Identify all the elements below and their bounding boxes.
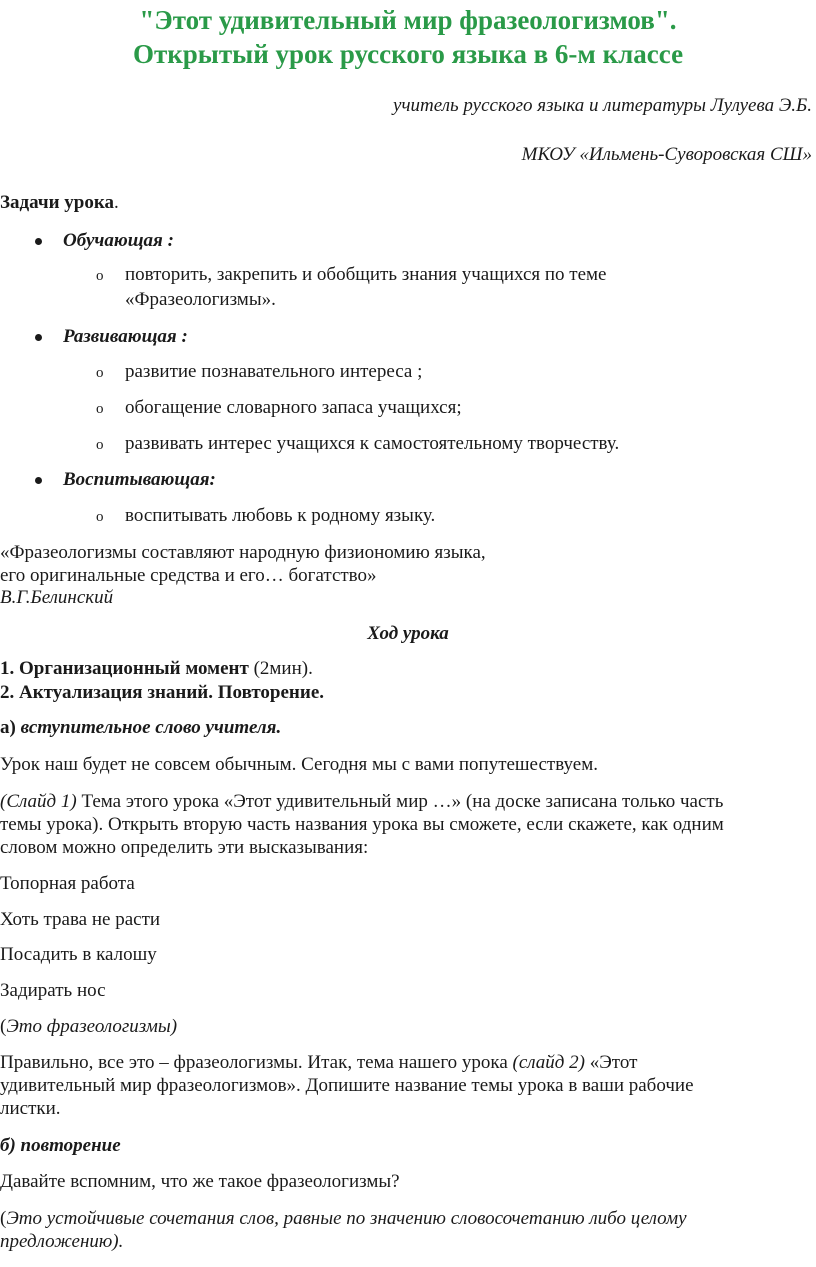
definition-line: предложению). — [0, 1231, 124, 1252]
step-1 — [0, 657, 313, 681]
task-item: развитие познавательного интереса ; — [125, 361, 423, 382]
answer-line — [0, 1015, 177, 1039]
section-a-prefix: а) — [0, 717, 21, 738]
paragraph-line: словом можно определить эти высказывания: — [0, 837, 369, 858]
tasks-heading: Задачи урока — [0, 192, 115, 213]
bullet-circle-icon: o — [96, 365, 104, 381]
task-item: обогащение словарного запаса учащихся; — [125, 397, 462, 418]
definition-line — [0, 1207, 687, 1231]
page-title-line1: "Этот удивительный мир фразеологизмов". — [139, 5, 677, 35]
phrase-item: Посадить в калошу — [0, 944, 157, 965]
task-item: воспитывать любовь к родному языку. — [125, 505, 436, 526]
bullet-disc-icon — [35, 238, 42, 245]
step-1-duration: (2мин). — [248, 658, 313, 679]
bullet-circle-icon: o — [96, 437, 104, 453]
step-1-title: 1. Организационный момент — [0, 658, 249, 679]
phrase-item: Хоть трава не расти — [0, 909, 161, 930]
tasks-heading-dot: . — [114, 192, 119, 213]
bullet-disc-icon — [35, 334, 42, 341]
definition-paren: ( — [0, 1208, 7, 1229]
slide-ref: (слайд 2) — [512, 1052, 585, 1073]
paragraph-text: «Этот — [585, 1052, 638, 1073]
step-2: 2. Актуализация знаний. Повторение. — [0, 682, 325, 703]
task-group-label: Обучающая : — [63, 230, 174, 251]
paragraph: Урок наш будет не совсем обычным. Сегодня мы с вами попутешествуем. — [0, 754, 598, 775]
bullet-disc-icon — [35, 477, 42, 484]
section-b-title: б) повторение — [0, 1135, 121, 1156]
paragraph-text: Тема этого урока «Этот удивительный мир …» (на доске записана только часть — [76, 791, 724, 812]
phrase-item: Топорная работа — [0, 873, 135, 894]
task-item: развивать интерес учащихся к самостоятельному творчеству. — [125, 433, 620, 454]
epigraph-author: В.Г.Белинский — [0, 587, 114, 608]
lesson-heading: Ход урока — [367, 623, 449, 644]
section-a-title: вступительное слово учителя. — [20, 717, 282, 738]
definition-text: Это устойчивые сочетания слов, равные по значению словосочетанию либо целому — [6, 1208, 687, 1229]
paragraph-line — [0, 790, 723, 814]
paragraph: Давайте вспомним, что же такое фразеологизмы? — [0, 1171, 400, 1192]
task-group-label: Воспитывающая: — [63, 469, 216, 490]
slide-ref: (Слайд 1) — [0, 791, 77, 812]
epigraph-line: его оригинальные средства и его… богатство» — [0, 565, 377, 586]
paragraph-line: удивительный мир фразеологизмов». Допишите название темы урока в ваши рабочие — [0, 1075, 694, 1096]
answer-paren: ( — [0, 1016, 7, 1037]
author-line: учитель русского языка и литературы Лулуева Э.Б. — [393, 95, 812, 116]
paragraph-line: темы урока). Открыть вторую часть названия урока вы сможете, если скажете, как одним — [0, 814, 724, 835]
epigraph-line: «Фразеологизмы составляют народную физиономию языка, — [0, 542, 486, 563]
phrase-item: Задирать нос — [0, 980, 106, 1001]
school-line: МКОУ «Ильмень-Суворовская СШ» — [521, 144, 812, 165]
paragraph-line — [0, 1051, 637, 1075]
task-group-label: Развивающая : — [63, 326, 188, 347]
task-item: повторить, закрепить и обобщить знания учащихся по теме — [125, 264, 607, 285]
bullet-circle-icon: o — [96, 268, 104, 284]
answer-text: Это фразеологизмы) — [6, 1016, 178, 1037]
page-title-line2: Открытый урок русского языка в 6-м классе — [132, 39, 684, 69]
bullet-circle-icon: o — [96, 401, 104, 417]
paragraph-line: листки. — [0, 1098, 61, 1119]
tasks-heading-row — [0, 191, 119, 215]
section-a — [0, 716, 281, 740]
paragraph-text: Правильно, все это – фразеологизмы. Итак, тема нашего урока — [0, 1052, 513, 1073]
bullet-circle-icon: o — [96, 509, 104, 525]
task-item: «Фразеологизмы». — [125, 289, 276, 310]
